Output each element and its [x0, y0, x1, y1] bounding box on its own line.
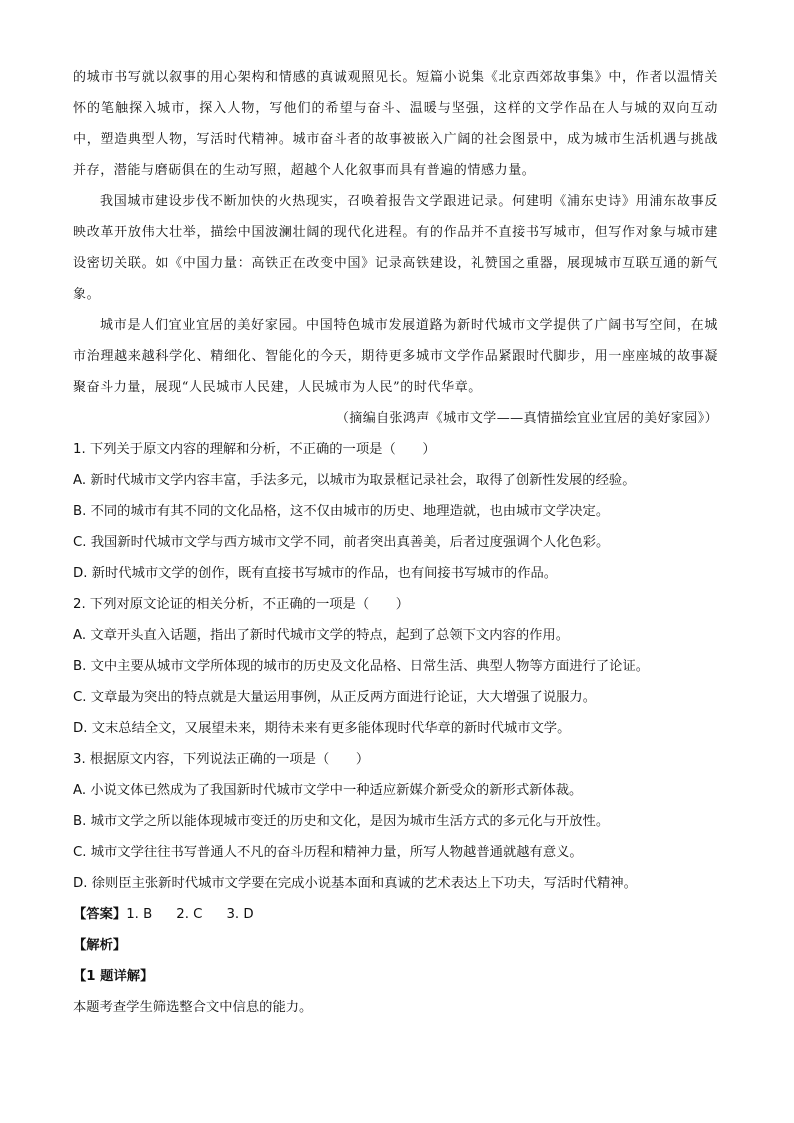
- option-a: A. 文章开头直入话题，指出了新时代城市文学的特点，起到了总领下文内容的作用。: [73, 628, 570, 643]
- option-b: B. 不同的城市有其不同的文化品格，这不仅由城市的历史、地理造就，也由城市文学决定。: [73, 504, 610, 519]
- answer-value: 1. B: [126, 907, 153, 922]
- question-1: [73, 434, 718, 589]
- question-3: [73, 744, 718, 899]
- option-a: A. 新时代城市文学内容丰富，手法多元，以城市为取景框记录社会，取得了创新性发展的经验。: [73, 473, 636, 488]
- option-d: D. 新时代城市文学的创作，既有直接书写城市的作品，也有间接书写城市的作品。: [73, 566, 558, 581]
- detail-label: 【1 题详解】: [73, 969, 154, 984]
- passage-paragraph-2: 我国城市建设步伐不断加快的火热现实，召唤着报告文学跟进记录。何建明《浦东史诗》用浦东故事反映改革开放伟大壮举，描绘中国波澜壮阔的现代化进程。有的作品并不直接书写城市，但写作对象与城市建设密切关联。如《中国力量：高铁正在改变中国》记录高铁建设，礼赞国之重器，展现城市互联互通的新气象。: [73, 194, 718, 302]
- reading-passage: [73, 62, 718, 434]
- option-c: C. 文章最为突出的特点就是大量运用事例，从正反两方面进行论证，大大增强了说服力。: [73, 690, 597, 705]
- option-c: C. 我国新时代城市文学与西方城市文学不同，前者突出真善美，后者过度强调个人化色彩。: [73, 535, 610, 550]
- option-d: D. 徐则臣主张新时代城市文学要在完成小说基本面和真诚的艺术表达上下功夫，写活时代精神。: [73, 876, 637, 891]
- option-c: C. 城市文学往往书写普通人不凡的奋斗历程和精神力量，所写人物越普通就越有意义。: [73, 845, 583, 860]
- question-stem: 3. 根据原文内容，下列说法正确的一项是（ ）: [73, 752, 370, 767]
- option-d: D. 文末总结全文，又展望未来，期待未来有更多能体现时代华章的新时代城市文学。: [73, 721, 571, 736]
- analysis-label: 【解析】: [73, 938, 127, 953]
- answer-value: 2. C: [176, 907, 203, 922]
- question-stem: 1. 下列关于原文内容的理解和分析，不正确的一项是（ ）: [73, 442, 436, 457]
- answer-line: [73, 899, 718, 930]
- option-b: B. 城市文学之所以能体现城市变迁的历史和文化，是因为城市生活方式的多元化与开放性。: [73, 814, 610, 829]
- question-2: [73, 589, 718, 744]
- passage-paragraph-3: 城市是人们宜业宜居的美好家园。中国特色城市发展道路为新时代城市文学提供了广阔书写空间，在城市治理越来越科学化、精细化、智能化的今天，期待更多城市文学作品紧跟时代脚步，用一座座城的故事凝聚奋斗力量，展现“人民城市人民建，人民城市为人民”的时代华章。: [73, 318, 718, 395]
- answer-value: 3. D: [226, 907, 254, 922]
- passage-source: （摘编自张鸿声《城市文学——真情描绘宜业宜居的美好家园》）: [335, 411, 718, 426]
- option-b: B. 文中主要从城市文学所体现的城市的历史及文化品格、日常生活、典型人物等方面进行了论证。: [73, 659, 650, 674]
- passage-paragraph-1: 的城市书写就以叙事的用心架构和情感的真诚观照见长。短篇小说集《北京西郊故事集》中，作者以温情关怀的笔触探入城市，探入人物，写他们的希望与奋斗、温暖与坚强，这样的文学作品在人与城的双向互动中，塑造典型人物，写活时代精神。城市奋斗者的故事被嵌入广阔的社会图景中，成为城市生活机遇与挑战并存，潜能与磨砺俱在的生动写照，超越个人化叙事而具有普遍的情感力量。: [73, 70, 718, 178]
- detail-text: 本题考查学生筛选整合文中信息的能力。: [73, 1000, 313, 1015]
- question-stem: 2. 下列对原文论证的相关分析，不正确的一项是（ ）: [73, 597, 410, 612]
- option-a: A. 小说文体已然成为了我国新时代城市文学中一种适应新媒介新受众的新形式新体裁。: [73, 783, 583, 798]
- answer-tag: 【答案】: [73, 907, 127, 922]
